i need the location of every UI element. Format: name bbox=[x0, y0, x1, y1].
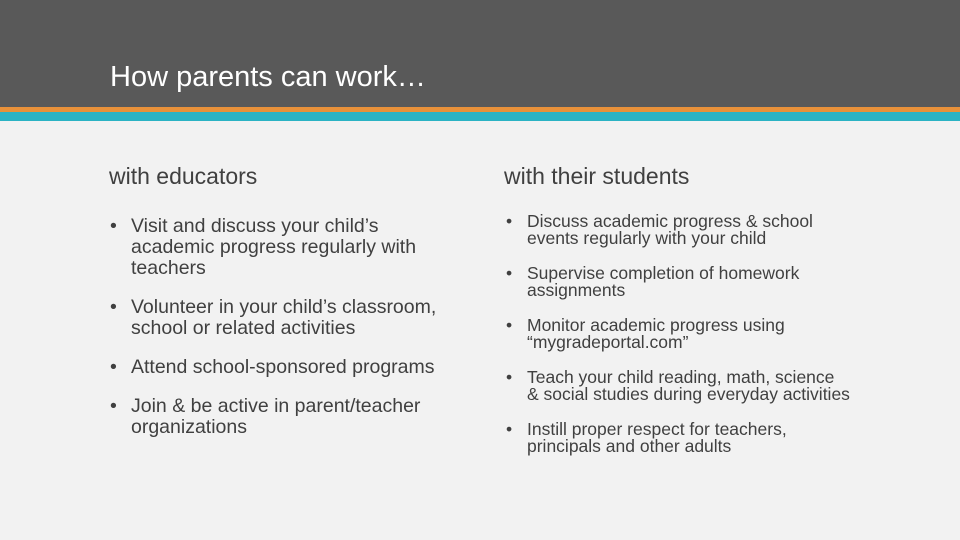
bullet-icon: • bbox=[110, 215, 117, 237]
bullet-text: Attend school-sponsored programs bbox=[131, 356, 435, 378]
bullet-text: Supervise completion of homework assignments bbox=[527, 263, 800, 300]
list-item bbox=[109, 216, 464, 279]
list-item bbox=[109, 396, 464, 438]
bullet-icon: • bbox=[506, 367, 513, 387]
bullet-text: Monitor academic progress using “mygradeportal.com” bbox=[527, 315, 785, 352]
slide-title: How parents can work… bbox=[110, 61, 426, 93]
bullet-icon: • bbox=[110, 296, 117, 318]
bullet-icon: • bbox=[506, 315, 513, 335]
bullet-icon: • bbox=[110, 395, 117, 417]
list-item bbox=[505, 265, 850, 299]
bullet-text: Instill proper respect for teachers, principals and other adults bbox=[527, 419, 787, 456]
list-item bbox=[505, 369, 850, 403]
bullet-text: Discuss academic progress & school events regularly with your child bbox=[527, 211, 813, 248]
list-item bbox=[109, 357, 464, 378]
list-item bbox=[505, 213, 850, 247]
bullet-icon: • bbox=[506, 419, 513, 439]
bullet-text: Visit and discuss your child’s academic progress regularly with teachers bbox=[131, 215, 417, 279]
bullet-text: Join & be active in parent/teacher organizations bbox=[131, 395, 421, 438]
right-column-heading: with their students bbox=[504, 163, 690, 189]
bullet-icon: • bbox=[506, 211, 513, 231]
left-bullet-list bbox=[109, 216, 464, 456]
list-item bbox=[505, 317, 850, 351]
right-bullet-list bbox=[505, 213, 850, 473]
bullet-icon: • bbox=[506, 263, 513, 283]
bullet-icon: • bbox=[110, 356, 117, 378]
list-item bbox=[109, 297, 464, 339]
bullet-text: Volunteer in your child’s classroom, school or related activities bbox=[131, 296, 437, 339]
accent-stripe-teal bbox=[0, 112, 960, 121]
bullet-text: Teach your child reading, math, science & social studies during everyday activities bbox=[527, 367, 850, 404]
left-column-heading: with educators bbox=[109, 163, 258, 189]
list-item bbox=[505, 421, 850, 455]
